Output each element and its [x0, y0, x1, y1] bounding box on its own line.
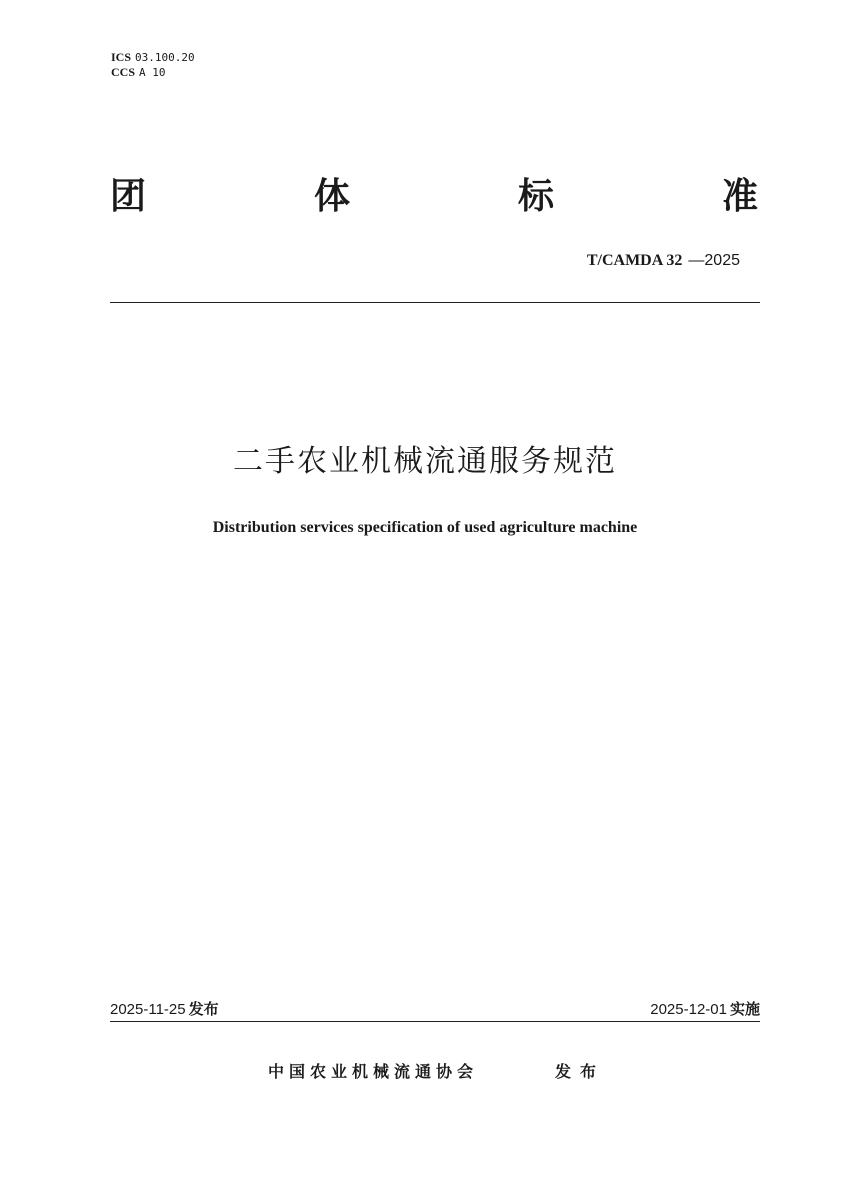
- implement-word: 实施: [729, 1000, 760, 1018]
- bottom-divider: [110, 1021, 760, 1022]
- issuer-action: 发布: [555, 1062, 606, 1081]
- standard-number: [587, 250, 740, 270]
- ccs-line: [111, 65, 195, 80]
- publish-date-block: [110, 998, 219, 1019]
- title-english: Distribution services specification of used agriculture machine: [212, 519, 638, 536]
- top-divider: [110, 302, 760, 303]
- publish-date: 2025-11-25: [110, 1001, 186, 1018]
- ics-code: 03.100.20: [135, 51, 195, 64]
- heading-char: 准: [721, 176, 758, 217]
- issuer-name: 中国农业机械流通协会: [268, 1062, 479, 1081]
- standard-code: T/CAMDA 32: [586, 252, 683, 269]
- ccs-label: CCS: [111, 65, 136, 79]
- publish-word: 发布: [188, 1000, 219, 1018]
- ics-label: ICS: [111, 50, 132, 64]
- implement-date-block: [650, 998, 760, 1019]
- standard-year: —2025: [688, 252, 740, 269]
- heading-char: 标: [517, 176, 554, 217]
- title-chinese: 二手农业机械流通服务规范: [233, 444, 617, 479]
- classification-block: [111, 50, 195, 80]
- ics-line: [111, 50, 195, 65]
- heading-char: 团: [110, 176, 147, 217]
- ccs-code: A 10: [139, 66, 166, 79]
- implement-date: 2025-12-01: [650, 1001, 727, 1018]
- heading-char: 体: [313, 176, 350, 217]
- group-standard-heading: [110, 172, 758, 222]
